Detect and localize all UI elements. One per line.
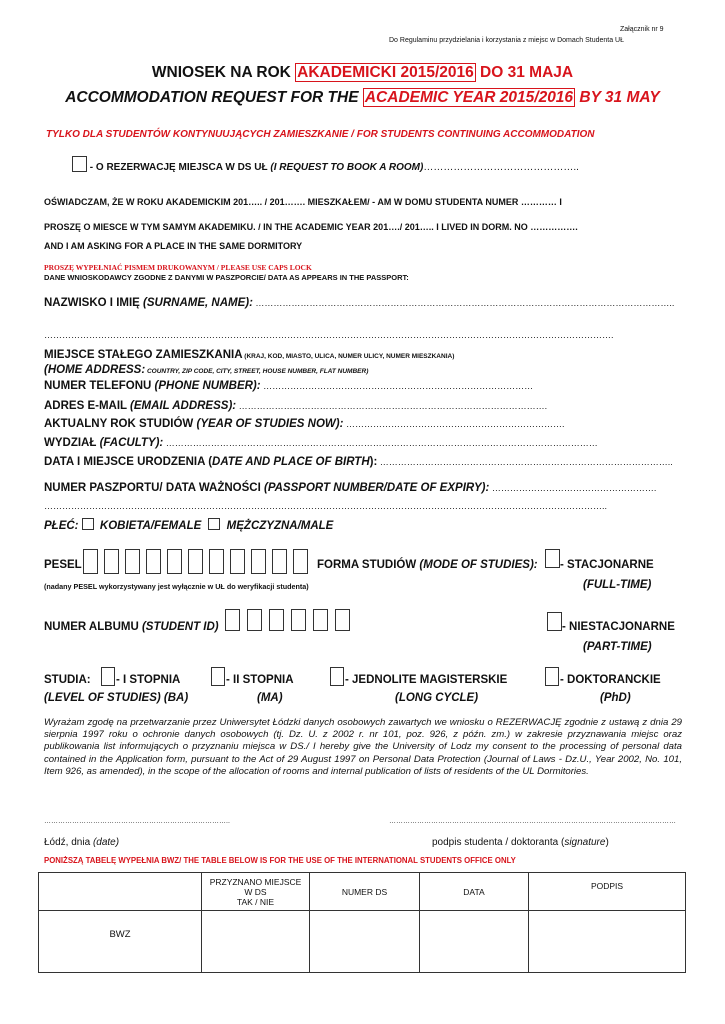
pesel-digit-box[interactable] bbox=[104, 549, 119, 574]
regulation-reference: Do Regulaminu przydzielania i korzystania z miejsc w Domach Studenta UŁ bbox=[389, 37, 624, 44]
female-checkbox[interactable] bbox=[82, 518, 94, 530]
year-of-studies-field[interactable]: AKTUALNY ROK STUDIÓW (YEAR OF STUDIES NOW): ………………………………………………………………. bbox=[44, 418, 565, 430]
pesel-digit-box[interactable] bbox=[272, 549, 287, 574]
reservation-checkbox[interactable] bbox=[72, 156, 87, 172]
caps-note: PROSZĘ WYPEŁNIAĆ PISMEM DRUKOWANYM / PLEASE USE CAPS LOCK bbox=[44, 263, 312, 272]
pesel-digit-box[interactable] bbox=[125, 549, 140, 574]
table-row-bwz: BWZ bbox=[39, 911, 202, 973]
parttime-label: - NIESTACJONARNE bbox=[562, 621, 675, 633]
faculty-field[interactable]: WYDZIAŁ (FACULTY): ……………………………………………………………………………………………………………………………… bbox=[44, 437, 598, 449]
bwz-note: PONIŻSZĄ TABELĘ WYPEŁNIA BWZ/ THE TABLE BELOW IS FOR THE USE OF THE INTERNATIONAL STUDENTS OFFICE ONLY bbox=[44, 856, 516, 865]
second-degree-label: - II STOPNIA bbox=[226, 674, 294, 686]
signature-label: podpis studenta / doktoranta (signature) bbox=[432, 837, 609, 848]
reservation-line: - O REZERWACJĘ MIEJSCA W DS UŁ (I REQUEST TO BOOK A ROOM)……………………………………….. bbox=[72, 156, 579, 173]
pesel-note: (nadany PESEL wykorzystywany jest wyłącznie w UŁ do weryfikacji studenta) bbox=[44, 582, 309, 591]
fulltime-label-en: (FULL-TIME) bbox=[583, 579, 652, 591]
levels-label: STUDIA: bbox=[44, 674, 91, 686]
address-field[interactable]: MIEJSCE STAŁEGO ZAMIESZKANIA (KRAJ, KOD, MIASTO, ULICA, NUMER ULICY, NUMER MIESZKANIA) bbox=[44, 349, 455, 361]
table-header-dorm-number: NUMER DS bbox=[310, 873, 420, 911]
student-id-digit-box[interactable] bbox=[269, 609, 284, 631]
pesel-digit-box[interactable] bbox=[293, 549, 308, 574]
fulltime-label: - STACJONARNE bbox=[560, 559, 654, 571]
student-id-digit-box[interactable] bbox=[247, 609, 262, 631]
pesel-digit-box[interactable] bbox=[209, 549, 224, 574]
pesel-label: PESEL bbox=[44, 559, 82, 571]
declaration-line-1: OŚWIADCZAM, ŻE W ROKU AKADEMICKIM 201….. / 201……. MIESZKAŁEM/ - AM W DOMU STUDENTA NUMER ………… I bbox=[44, 197, 562, 207]
consent-paragraph: Wyrażam zgodę na przetwarzanie przez Uniwersytet Łódzki danych osobowych zawartych we wniosku o REZERWACJĘ zgodnie z ustawą z dnia 29 sierpnia 1997 roku o ochronie danych osobowych (tj. Dz. U. z 2002 r. nr 101, poz. 926, z późn. zm.) w zakresie przyznawania miejsc oraz publikowania list informujących o przyznaniu miejsca w DS./ I hereby give the University of Lodz my consent to the processing of personal data contained in the Application form, pursuant to the Act of 29 August 1997 on Personal Data Protection (Journal of Laws - Dz.U., Year 2002, No. 101, Item 926, as amended), in the scope of the allocation of rooms and internal publication of lists of residents of the UL Dormitories. bbox=[44, 717, 682, 777]
first-degree-label: - I STOPNIA bbox=[116, 674, 181, 686]
declaration-line-2: PROSZĘ O MIESCE W TYM SAMYM AKADEMIKU. / IN THE ACADEMIC YEAR 201…./ 201….. I LIVED IN DORM. NO ……………. bbox=[44, 222, 578, 232]
name-field[interactable]: NAZWISKO I IMIĘ (SURNAME, NAME): ………………………………………………………………………………………………………………………….. bbox=[44, 297, 675, 309]
address-field-en: (HOME ADDRESS: COUNTRY, ZIP CODE, CITY, STREET, HOUSE NUMBER, FLAT NUMBER) bbox=[44, 364, 369, 376]
table-header-date: DATA bbox=[420, 873, 529, 911]
long-cycle-label-en: (LONG CYCLE) bbox=[395, 692, 479, 704]
student-id-digit-box[interactable] bbox=[291, 609, 306, 631]
second-degree-label-en: (MA) bbox=[257, 692, 283, 704]
table-cell-dorm-number[interactable] bbox=[310, 911, 420, 973]
phd-label: - DOKTORANCKIE bbox=[560, 674, 661, 686]
title-english: ACCOMMODATION REQUEST FOR THE ACADEMIC YEAR 2015/2016 BY 31 MAY bbox=[65, 89, 660, 106]
table-cell-date[interactable] bbox=[420, 911, 529, 973]
passport-note: DANE WNIOSKODAWCY ZGODNE Z DANYMI W PASZPORCIE/ DATA AS APPEARS IN THE PASSPORT: bbox=[44, 273, 409, 282]
student-id-digit-box[interactable] bbox=[335, 609, 350, 631]
title-english-highlight: ACADEMIC YEAR 2015/2016 bbox=[364, 89, 574, 106]
declaration-line-3: AND I AM ASKING FOR A PLACE IN THE SAME DORMITORY bbox=[44, 241, 303, 251]
student-id-digit-box[interactable] bbox=[225, 609, 240, 631]
pesel-digit-box[interactable] bbox=[83, 549, 98, 574]
signature-dots: …………………………………………………………………………………………………………… bbox=[389, 818, 676, 825]
levels-label-en: (LEVEL OF STUDIES) (BA) bbox=[44, 692, 189, 704]
table-cell-signature[interactable] bbox=[529, 911, 686, 973]
table-cell-assigned[interactable] bbox=[202, 911, 310, 973]
sex-field: PŁEĆ: KOBIETA/FEMALE MĘŻCZYZNA/MALE bbox=[44, 520, 334, 532]
annex-number: Załącznik nr 9 bbox=[620, 26, 664, 33]
title-polish: WNIOSEK NA ROK AKADEMICKI 2015/2016 DO 31 MAJA bbox=[151, 64, 574, 81]
passport-field-line-2[interactable]: …………………………………………………………………………………………………………………………………………………………………….. bbox=[44, 501, 608, 511]
phone-field[interactable]: NUMER TELEFONU (PHONE NUMBER): ……………………………………………………………………………… bbox=[44, 380, 534, 392]
continuing-note: TYLKO DLA STUDENTÓW KONTYNUUJĄCYCH ZAMIESZKANIE / FOR STUDENTS CONTINUING ACCOMMODATION bbox=[46, 129, 595, 140]
student-id-label: NUMER ALBUMU (STUDENT ID) bbox=[44, 621, 219, 633]
date-label: Łódź, dnia (date) bbox=[44, 837, 120, 848]
name-field-line-2[interactable]: ………………………………………………………………………………………………………………………………………………………………………. bbox=[44, 330, 614, 340]
parttime-label-en: (PART-TIME) bbox=[583, 641, 652, 653]
table-header-signature: PODPIS bbox=[529, 873, 686, 911]
long-cycle-checkbox[interactable] bbox=[330, 667, 344, 686]
table-header-row bbox=[39, 873, 686, 911]
office-table bbox=[38, 872, 686, 973]
student-id-digit-box[interactable] bbox=[313, 609, 328, 631]
table-header-empty bbox=[39, 873, 202, 911]
male-checkbox[interactable] bbox=[208, 518, 220, 530]
phd-label-en: (PhD) bbox=[600, 692, 631, 704]
mode-of-studies-label: FORMA STUDIÓW (MODE OF STUDIES): bbox=[317, 559, 538, 571]
pesel-digit-box[interactable] bbox=[188, 549, 203, 574]
pesel-digit-box[interactable] bbox=[167, 549, 182, 574]
pesel-digit-box[interactable] bbox=[230, 549, 245, 574]
fulltime-checkbox[interactable] bbox=[545, 549, 560, 568]
parttime-checkbox[interactable] bbox=[547, 612, 562, 631]
date-dots: …………………………………………………………………….. bbox=[44, 818, 230, 825]
long-cycle-label: - JEDNOLITE MAGISTERSKIE bbox=[345, 674, 508, 686]
pesel-digit-box[interactable] bbox=[146, 549, 161, 574]
table-row bbox=[39, 911, 686, 973]
pesel-digit-box[interactable] bbox=[251, 549, 266, 574]
birth-field[interactable]: DATA I MIEJSCE URODZENIA (DATE AND PLACE OF BIRTH): …………………………………………………………………………………….. bbox=[44, 456, 673, 468]
title-polish-highlight: AKADEMICKI 2015/2016 bbox=[297, 64, 474, 81]
table-header-assigned: PRZYZNANO MIEJSCE W DS TAK / NIE bbox=[202, 873, 310, 911]
passport-field[interactable]: NUMER PASZPORTU/ DATA WAŻNOŚCI (PASSPORT NUMBER/DATE OF EXPIRY): ………………………………………………. bbox=[44, 482, 657, 494]
phd-checkbox[interactable] bbox=[545, 667, 559, 686]
second-degree-checkbox[interactable] bbox=[211, 667, 225, 686]
first-degree-checkbox[interactable] bbox=[101, 667, 115, 686]
email-field[interactable]: ADRES E-MAIL (EMAIL ADDRESS): …………………………………………………………………………………………. bbox=[44, 400, 548, 412]
